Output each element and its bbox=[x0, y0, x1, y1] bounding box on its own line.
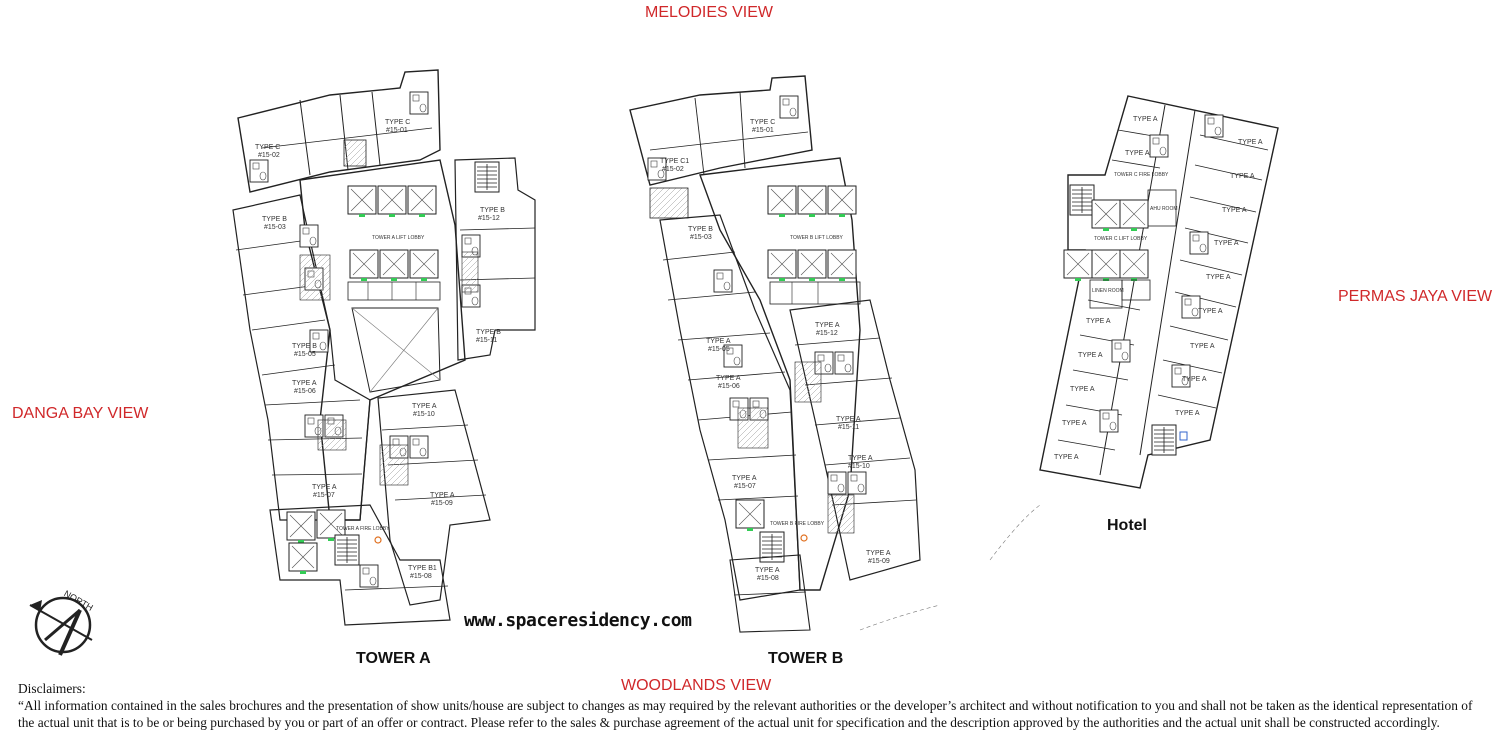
hotel-unit-r8: TYPE A bbox=[1198, 308, 1223, 315]
tower-b-unit-1-type: TYPE C1 bbox=[660, 158, 690, 165]
tower-b-unit-9-no: #15-07 bbox=[734, 483, 756, 490]
tower-a-unit-6-type: TYPE B bbox=[476, 329, 501, 336]
tower-b-plan bbox=[630, 76, 940, 632]
tower-b-unit-6-type: TYPE A bbox=[716, 375, 741, 382]
tower-b-unit-7-type: TYPE A bbox=[836, 416, 861, 423]
tower-a-unit-1-no: #15-02 bbox=[258, 152, 280, 159]
hotel-unit-r7: TYPE A bbox=[1206, 274, 1231, 281]
tower-a-unit-1-type: TYPE C bbox=[255, 144, 281, 151]
melodies-view-label: MELODIES VIEW bbox=[645, 4, 774, 21]
hotel-unit-r10: TYPE A bbox=[1182, 376, 1207, 383]
tower-a-unit-11-no: #15-08 bbox=[410, 573, 432, 580]
hotel-unit-r3: TYPE A bbox=[1238, 139, 1263, 146]
hotel-plan bbox=[990, 96, 1278, 560]
tower-b-unit-10-no: #15-09 bbox=[868, 558, 890, 565]
tower-a-unit-3-type: TYPE B bbox=[262, 216, 287, 223]
tower-b-unit-1-no: #15-02 bbox=[662, 166, 684, 173]
danga-bay-view-label: DANGA BAY VIEW bbox=[12, 405, 149, 422]
tower-b-unit-11-type: TYPE A bbox=[755, 567, 780, 574]
tower-a-unit-2-no: #15-01 bbox=[386, 127, 408, 134]
tower-a-unit-4-type: TYPE B bbox=[480, 207, 505, 214]
hotel-unit-r9: TYPE A bbox=[1190, 343, 1215, 350]
tower-a-unit-10-type: TYPE A bbox=[430, 492, 455, 499]
tower-b-unit-8-type: TYPE A bbox=[848, 455, 873, 462]
disclaimer-text: “All information contained in the sales brochures and the presentation of show units/house are subject to changes as may required by the relevant authorities or the developer’s architect and without notification to you and shall not be taken as the identical representation of the actual unit that is to be or being purchased by you or part of an offer or contract. Please refer to the sales & purchase agreement of the actual unit for specification and the description approved by the authorities and the actual unit shall be constructed accordingly. bbox=[18, 698, 1473, 730]
tower-a-unit-11-type: TYPE B1 bbox=[408, 565, 437, 572]
hotel-label: Hotel bbox=[1107, 517, 1147, 534]
tower-a-unit-4-no: #15-12 bbox=[478, 215, 500, 222]
tower-a-unit-7-no: #15-06 bbox=[294, 388, 316, 395]
tower-a-unit-2-type: TYPE C bbox=[385, 119, 411, 126]
hotel-unit-l4: TYPE A bbox=[1062, 420, 1087, 427]
tower-b-unit-8-no: #15-10 bbox=[848, 463, 870, 470]
tower-b-unit-4-type: TYPE A bbox=[706, 338, 731, 345]
tower-b-lift-lobby-label: TOWER B LIFT LOBBY bbox=[790, 235, 843, 241]
website-url: www.spaceresidency.com bbox=[464, 610, 692, 631]
disclaimer-heading: Disclaimers: bbox=[18, 681, 86, 696]
tower-a-lift-lobby-label: TOWER A LIFT LOBBY bbox=[372, 235, 425, 241]
hotel-fire-lobby-label: TOWER C FIRE LOBBY bbox=[1114, 172, 1169, 178]
tower-a-label: TOWER A bbox=[356, 650, 431, 667]
hotel-unit-r6: TYPE A bbox=[1214, 240, 1239, 247]
tower-b-unit-3-type: TYPE B bbox=[688, 226, 713, 233]
tower-a-unit-5-no: #15-05 bbox=[294, 351, 316, 358]
tower-a-unit-10-no: #15-09 bbox=[431, 500, 453, 507]
tower-b-unit-3-no: #15-03 bbox=[690, 234, 712, 241]
tower-b-unit-2-no: #15-01 bbox=[752, 127, 774, 134]
tower-b-unit-11-no: #15-08 bbox=[757, 575, 779, 582]
tower-a-unit-9-type: TYPE A bbox=[312, 484, 337, 491]
hotel-lift-lobby-label: TOWER C LIFT LOBBY bbox=[1094, 236, 1148, 242]
tower-b-fire-lobby-label: TOWER B FIRE LOBBY bbox=[770, 521, 825, 527]
woodlands-view-label: WOODLANDS VIEW bbox=[621, 677, 772, 694]
hotel-unit-r11: TYPE A bbox=[1175, 410, 1200, 417]
hotel-unit-r1: TYPE A bbox=[1133, 116, 1158, 123]
hotel-unit-l1: TYPE A bbox=[1086, 318, 1111, 325]
north-compass-icon bbox=[30, 588, 95, 655]
tower-a-unit-9-no: #15-07 bbox=[313, 492, 335, 499]
hotel-unit-l5: TYPE A bbox=[1054, 454, 1079, 461]
hotel-linen-room-label: LINEN ROOM bbox=[1092, 288, 1124, 294]
tower-a-unit-7-type: TYPE A bbox=[292, 380, 317, 387]
permas-jaya-view-label: PERMAS JAYA VIEW bbox=[1338, 288, 1493, 305]
tower-a-fire-lobby-label: TOWER A FIRE LOBBY bbox=[336, 526, 390, 532]
tower-b-unit-5-no: #15-12 bbox=[816, 330, 838, 337]
tower-b-unit-5-type: TYPE A bbox=[815, 322, 840, 329]
tower-b-unit-10-type: TYPE A bbox=[866, 550, 891, 557]
tower-a-unit-5-type: TYPE B bbox=[292, 343, 317, 350]
tower-b-unit-4-no: #15-05 bbox=[708, 346, 730, 353]
tower-b-unit-6-no: #15-06 bbox=[718, 383, 740, 390]
tower-b-label: TOWER B bbox=[768, 650, 844, 667]
tower-b-unit-7-no: #15-11 bbox=[838, 424, 860, 431]
hotel-unit-r4: TYPE A bbox=[1230, 173, 1255, 180]
tower-a-unit-8-no: #15-10 bbox=[413, 411, 435, 418]
hotel-unit-r5: TYPE A bbox=[1222, 207, 1247, 214]
tower-a-unit-3-no: #15-03 bbox=[264, 224, 286, 231]
tower-b-unit-9-type: TYPE A bbox=[732, 475, 757, 482]
tower-a-unit-6-no: #15-11 bbox=[476, 337, 498, 344]
tower-a-plan bbox=[233, 70, 535, 625]
hotel-unit-r2: TYPE A bbox=[1125, 150, 1150, 157]
hotel-unit-l2: TYPE A bbox=[1078, 352, 1103, 359]
hotel-ahu-room-label: AHU ROOM bbox=[1150, 206, 1178, 212]
tower-b-unit-2-type: TYPE C bbox=[750, 119, 776, 126]
compass-north-label: NORTH bbox=[62, 588, 95, 613]
disclaimer-block bbox=[18, 680, 1488, 731]
hotel-unit-l3: TYPE A bbox=[1070, 386, 1095, 393]
tower-a-unit-8-type: TYPE A bbox=[412, 403, 437, 410]
